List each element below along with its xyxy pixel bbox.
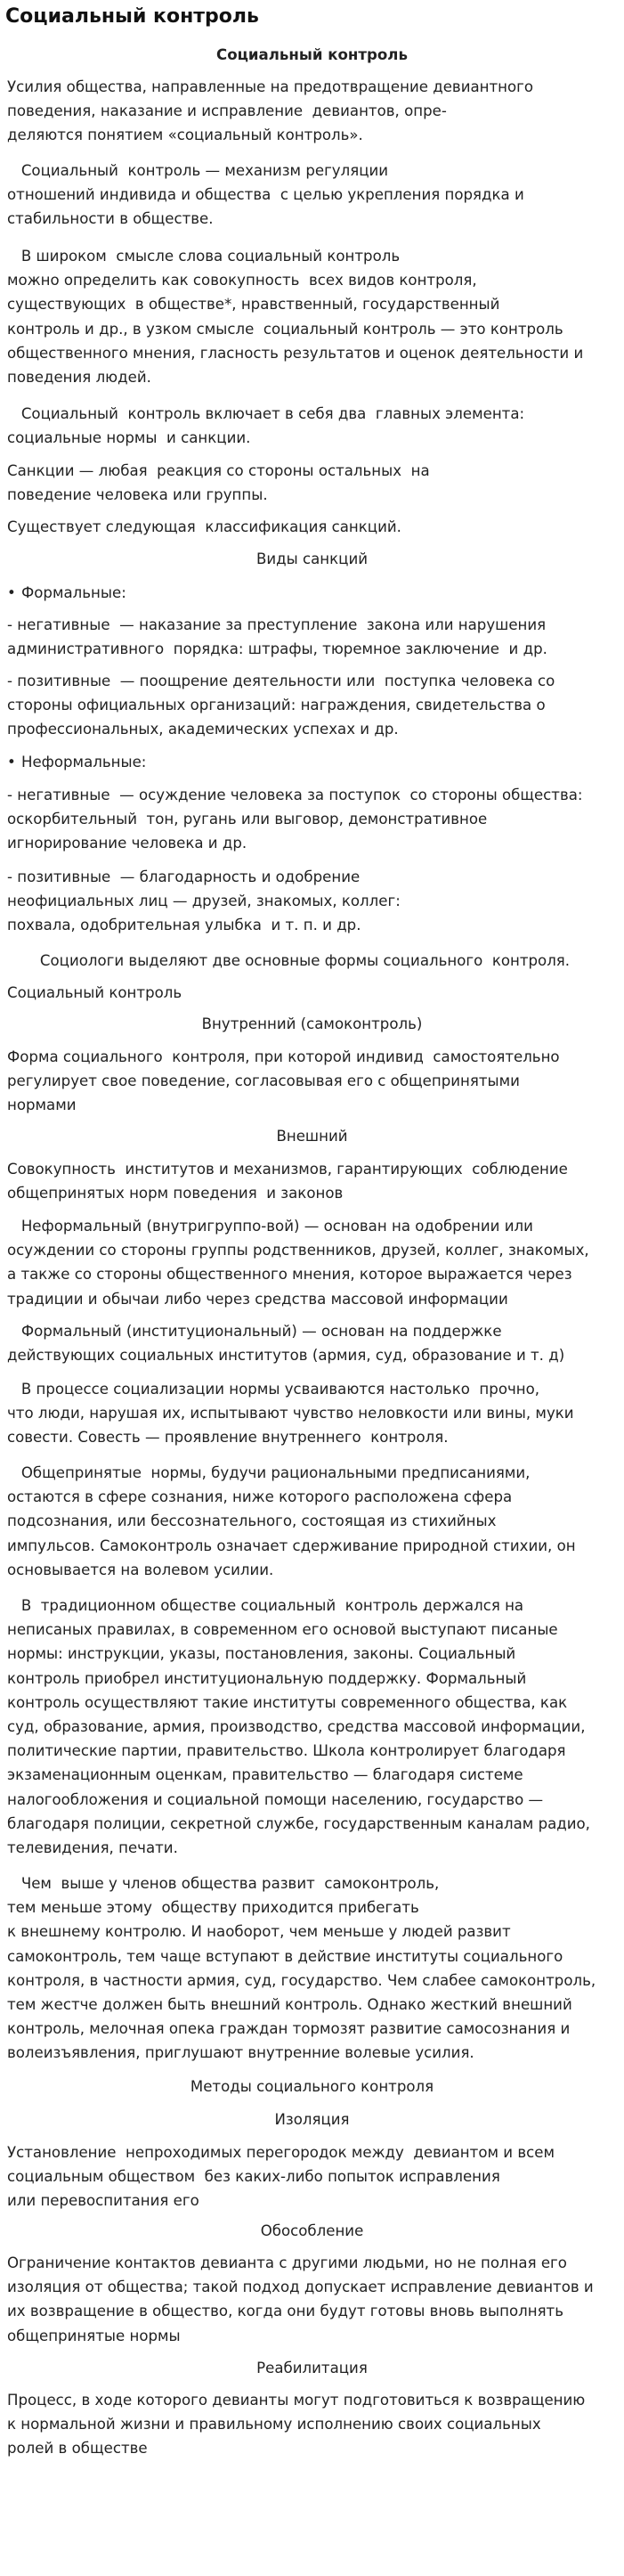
paragraph-self-control: Чем выше у членов общества развит самоконтроль, тем меньше этому обществу приходится прибегать к внешнему контролю. И наоборот, чем меньше у людей развит самоконтроль, тем чаще вступают в действие институты социального контроля, в частности армия, суд, государство. Чем слабее самоконтроль, тем жестче должен быть внешний контроль. Однако жесткий внешний контроль, мелочная опека граждан тормозят развитие самосознания и волеизъявления, приглушают внутренние волевые усилия. [7, 1875, 596, 2062]
bullet-formal-label: Формальные: [21, 584, 126, 601]
sanctions-title: Виды санкций [255, 550, 369, 567]
rehabilitation-text: Процесс, в ходе которого девианты могут подготовиться к возвращению к нормальной жизни и правильному исполнению своих социальных ролей в обществе [7, 2392, 586, 2458]
informal-control-text: Неформальный (внутригруппо-вой) — основан на одобрении или осуждении со стороны группы родственников, друзей, коллег, знакомых, а также со стороны общественного мнения, которое выражается через традиции и обычаи либо через средства массовой информации [7, 1218, 589, 1308]
bullet-informal-label: Неформальные: [21, 754, 147, 770]
formal-negative: - негативные — наказание за преступление закона или нарушения административного порядка: штрафы, тюремное заключение и др. [7, 616, 547, 658]
isolation-title: Изоляция [274, 2111, 350, 2128]
paragraph-socialization: В процессе социализации нормы усваиваются настолько прочно, что люди, нарушая их, испытывают чувство неловкости или вины, муки совести. Совесть — проявление внутреннего контроля. [7, 1381, 574, 1447]
separation-text: Ограничение контактов девианта с другими людьми, но не полная его изоляция от общества; такой подход допускает исправление девиантов и их возвращение в общество, когда они будут готовы вновь выполнять общепринятые нормы [7, 2254, 594, 2344]
external-control-text: Совокупность институтов и механизмов, гарантирующих соблюдение общепринятых норм поведения и законов [7, 1161, 568, 1202]
paragraph-broad-sense: В широком смысле слова социальный контроль можно определить как совокупность всех видов контроля, существующих в обществе*, нравственный, государственный контроль и др., в узком смысле социальный контроль — это контроль общественного мнения, гласность результатов и оценок деятельности и поведения людей. [7, 248, 584, 387]
bullet-informal [7, 750, 620, 774]
methods-title: Методы социального контроля [190, 2078, 434, 2095]
rehabilitation-title: Реабилитация [256, 2360, 368, 2376]
internal-control-title: Внутренний (самоконтроль) [201, 1015, 423, 1032]
paragraph-classification: Существует следующая классификация санкций. [7, 518, 401, 535]
formal-control-text: Формальный (институциональный) — основан на поддержке действующих социальных институтов (армия, суд, образование и т. д) [7, 1323, 565, 1365]
informal-negative: - негативные — осуждение человека за поступок со стороны общества: оскорбительный тон, ругань или выговор, демонстративное игнорирование человека и др. [7, 787, 583, 852]
bullet-formal [7, 581, 620, 605]
paragraph-traditional-society: В традиционном обществе социальный контроль держался на неписаных правилах, в современном его основой выступают писаные нормы: инструкции, указы, постановления, законы. Социальный контроль приобрел институциональную поддержку. Формальный контроль осуществляют такие институты современного общества, как суд, образование, армия, производство, средства массовой информации, политические партии, правительство. Школа контролирует благодаря экзаменационным оценкам, правительство — благодаря системе налогообложения и социальной помощи населению, государство — благодаря полиции, секретной службе, государственным каналам радио, телевидения, печати. [7, 1597, 590, 1857]
paragraph-norms: Общепринятые нормы, будучи рациональными предписаниями, остаются в сфере сознания, ниже которого расположена сфера подсознания, или бессознательного, состоящая из стихийных импульсов. Самоконтроль означает сдерживание природной стихии, он основывается на волевом усилии. [7, 1464, 576, 1578]
paragraph-social-control-label: Социальный контроль [7, 984, 182, 1001]
internal-control-text: Форма социального контроля, при которой индивид самостоятельно регулирует свое поведение, согласовывая его с общепринятыми нормами [7, 1048, 560, 1114]
informal-positive: - позитивные — благодарность и одобрение неофициальных лиц — друзей, знакомых, коллег: похвала, одобрительная улыбка и т. п. и др. [7, 868, 401, 934]
bullet-dot-icon: • [7, 754, 16, 770]
formal-positive: - позитивные — поощрение деятельности или поступка человека со стороны официальных организаций: награждения, свидетельства о профессиональных, академических успехах и др. [7, 673, 555, 738]
paragraph-intro: Усилия общества, направленные на предотвращение девиантного поведения, наказание и исправление девиантов, опре- деляются понятием «социальный контроль». [7, 78, 534, 144]
isolation-text: Установление непроходимых перегородок между девиантом и всем социальным обществом без каких-либо попыток исправления или перевоспитания его [7, 2144, 555, 2210]
bullet-dot-icon: • [7, 584, 16, 601]
paragraph-sanctions: Санкции — любая реакция со стороны остальных на поведение человека или группы. [7, 462, 430, 504]
paragraph-elements: Социальный контроль включает в себя два главных элемента: социальные нормы и санкции. [7, 405, 525, 447]
section-subheading: Социальный контроль [216, 46, 408, 63]
paragraph-definition: Социальный контроль — механизм регуляции отношений индивида и общества с целью укрепления порядка и стабильности в обществе. [7, 162, 524, 228]
page-title: Социальный контроль [5, 5, 259, 28]
external-control-title: Внешний [276, 1128, 348, 1145]
separation-title: Обособление [260, 2222, 364, 2239]
paragraph-two-forms: Социологи выделяют две основные формы социального контроля. [7, 952, 571, 969]
